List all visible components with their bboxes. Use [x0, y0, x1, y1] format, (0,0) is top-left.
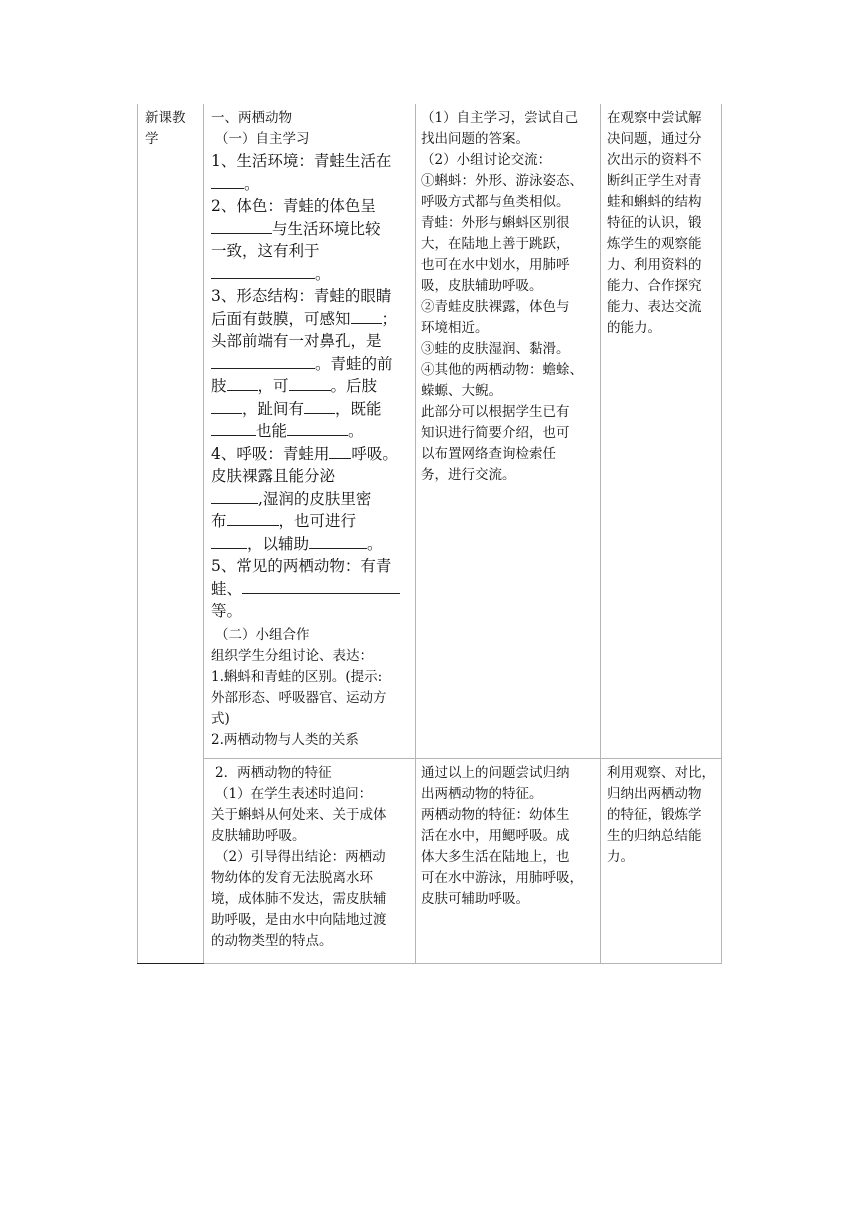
question-4-line1: 4、呼吸：青蛙用 呼吸。: [211, 444, 398, 463]
teacher-line: 助呼吸，是由水中向陆地过渡: [211, 912, 387, 928]
table-border-bottom-first-col: [137, 963, 204, 964]
table-border-right: [721, 104, 722, 964]
student-line: 青蛙：外形与蝌蚪区别很: [421, 215, 570, 231]
question-2-line4: 。: [211, 263, 413, 286]
intent-line: 的能力。: [607, 320, 661, 336]
row-divider: [204, 758, 721, 759]
question-3-line2: 后面有鼓膜，可感知 ；: [211, 309, 398, 328]
student-line: 两栖动物的特征：幼体生: [421, 807, 570, 823]
student-line: ④其他的两栖动物：蟾蜍、: [421, 362, 583, 378]
question-1-line2: 。: [211, 173, 413, 196]
intent-line: 力。: [607, 849, 634, 865]
student-line: 也可在水中划水，用肺呼: [421, 257, 570, 273]
question-5-line2: 蛙、: [211, 578, 413, 601]
student-line: 出两栖动物的特征。: [421, 786, 543, 802]
intent-line: 决问题，通过分: [607, 131, 702, 147]
intent-line: 在观察中尝试解: [607, 110, 702, 126]
teacher-line: （1）在学生表述时追问：: [215, 786, 373, 802]
student-line: 知识进行简要介绍，也可: [421, 425, 570, 441]
student-line: 体大多生活在陆地上，也: [421, 849, 570, 865]
question-4-line4: 布 ，也可进行: [211, 512, 357, 530]
question-2-line3: 一致，这有利于: [211, 242, 320, 260]
subsection-group-work: （二）小组合作: [215, 626, 310, 643]
student-line: ②青蛙皮肤裸露，体色与: [421, 299, 570, 315]
teacher-line: 的动物类型的特点。: [211, 933, 333, 949]
feature-heading: 2．两栖动物的特征: [215, 765, 332, 781]
teacher-line: （2）引导得出结论：两栖动: [215, 849, 386, 865]
row2-student-cell: [421, 763, 599, 910]
stage-cell: [145, 108, 201, 150]
student-line: 可在水中游泳，用肺呼吸，: [421, 870, 583, 886]
student-line: 找出问题的答案。: [421, 131, 529, 147]
group-item-1-line1: 1.蝌蚪和青蛙的区别。(提示:: [211, 668, 383, 685]
student-line: 以布置网络查询检索任: [421, 446, 556, 462]
group-item-2: 2.两栖动物与人类的关系: [211, 731, 359, 748]
intent-line: 能力、合作探究: [607, 278, 702, 294]
student-line: 此部分可以根据学生已有: [421, 404, 570, 420]
stage-label-line1: 新课教: [145, 110, 186, 126]
student-line: 呼吸方式都与鱼类相似。: [421, 194, 570, 210]
intent-line: 归纳出两栖动物: [607, 786, 702, 802]
question-4-line3: ,湿润的皮肤里密: [211, 488, 413, 511]
table-divider-3: [600, 104, 601, 964]
student-line: 务，进行交流。: [421, 467, 516, 483]
intent-line: 的特征，锻炼学: [607, 807, 702, 823]
teacher-line: 境，成体肺不发达，需皮肤辅: [211, 891, 387, 907]
teacher-line: 关于蝌蚪从何处来、关于成体: [211, 807, 387, 823]
question-5-line1: 5、常见的两栖动物：有青: [211, 557, 392, 575]
table-border-left: [137, 104, 138, 964]
group-instruction: 组织学生分组讨论、表达：: [211, 647, 373, 664]
row2-intent-cell: [607, 763, 719, 868]
student-line: 大，在陆地上善于跳跃，: [421, 236, 570, 252]
group-item-1-line2: 外部形态、呼吸器官、运动方: [211, 689, 387, 706]
student-line: 蝾螈、大鲵。: [421, 383, 502, 399]
intent-line: 特征的认识，锻: [607, 215, 702, 231]
student-line: 皮肤可辅助呼吸。: [421, 891, 529, 907]
question-4-line2: 皮肤裸露且能分泌: [211, 467, 336, 485]
intent-line: 蛙和蝌蚪的结构: [607, 194, 702, 210]
question-3-line5: 肢 ，可 。后肢: [211, 377, 378, 395]
table-divider-2: [415, 104, 416, 964]
teacher-line: 物幼体的发育无法脱离水环: [211, 870, 373, 886]
question-4-line5: ，以辅助 。: [211, 533, 413, 556]
row1-student-cell: [421, 108, 599, 486]
table-divider-1: [203, 104, 204, 964]
intent-line: 断纠正学生对青: [607, 173, 702, 189]
student-line: （1）自主学习，尝试自己: [421, 110, 579, 126]
teacher-line: 皮肤辅助呼吸。: [211, 828, 306, 844]
section-heading: 一、两栖动物: [211, 110, 292, 126]
row1-intent-cell: [607, 108, 719, 339]
question-3-line4: 。青蛙的前: [211, 353, 413, 376]
student-line: 活在水中，用鳃呼吸。成: [421, 828, 570, 844]
student-line: 通过以上的问题尝试归纳: [421, 765, 570, 781]
student-line: （2）小组讨论交流：: [421, 152, 552, 168]
question-3-line6: ，趾间有 ，既能: [211, 398, 413, 421]
question-3-line3: 头部前端有一对鼻孔，是: [211, 332, 382, 350]
question-2-line2: 与生活环境比较: [211, 218, 413, 241]
intent-line: 力、利用资料的: [607, 257, 702, 273]
row1-teacher-cell: [211, 108, 413, 751]
intent-line: 炼学生的观察能: [607, 236, 702, 252]
student-line: 环境相近。: [421, 320, 489, 336]
question-3-line1: 3、形态结构：青蛙的眼睛: [211, 287, 392, 305]
intent-line: 能力、表达交流: [607, 299, 702, 315]
group-item-1-line3: 式): [211, 710, 230, 727]
student-line: ①蝌蚪：外形、游泳姿态、: [421, 173, 583, 189]
intent-line: 利用观察、对比，: [607, 765, 715, 781]
question-3-line7: 也能 。: [211, 420, 413, 443]
question-5-line3: 等。: [211, 602, 243, 620]
intent-line: 生的归纳总结能: [607, 828, 702, 844]
student-line: ③蛙的皮肤湿润、黏滑。: [421, 341, 570, 357]
question-2-line1: 2、体色：青蛙的体色呈: [211, 197, 376, 215]
subsection-self-study: （一）自主学习: [215, 131, 310, 147]
table-border-bottom: [204, 963, 722, 964]
row2-teacher-cell: [211, 763, 413, 952]
student-line: 吸，皮肤辅助呼吸。: [421, 278, 543, 294]
intent-line: 次出示的资料不: [607, 152, 702, 168]
stage-label-line2: 学: [145, 131, 159, 147]
question-1-line1: 1、生活环境：青蛙生活在: [211, 152, 392, 170]
